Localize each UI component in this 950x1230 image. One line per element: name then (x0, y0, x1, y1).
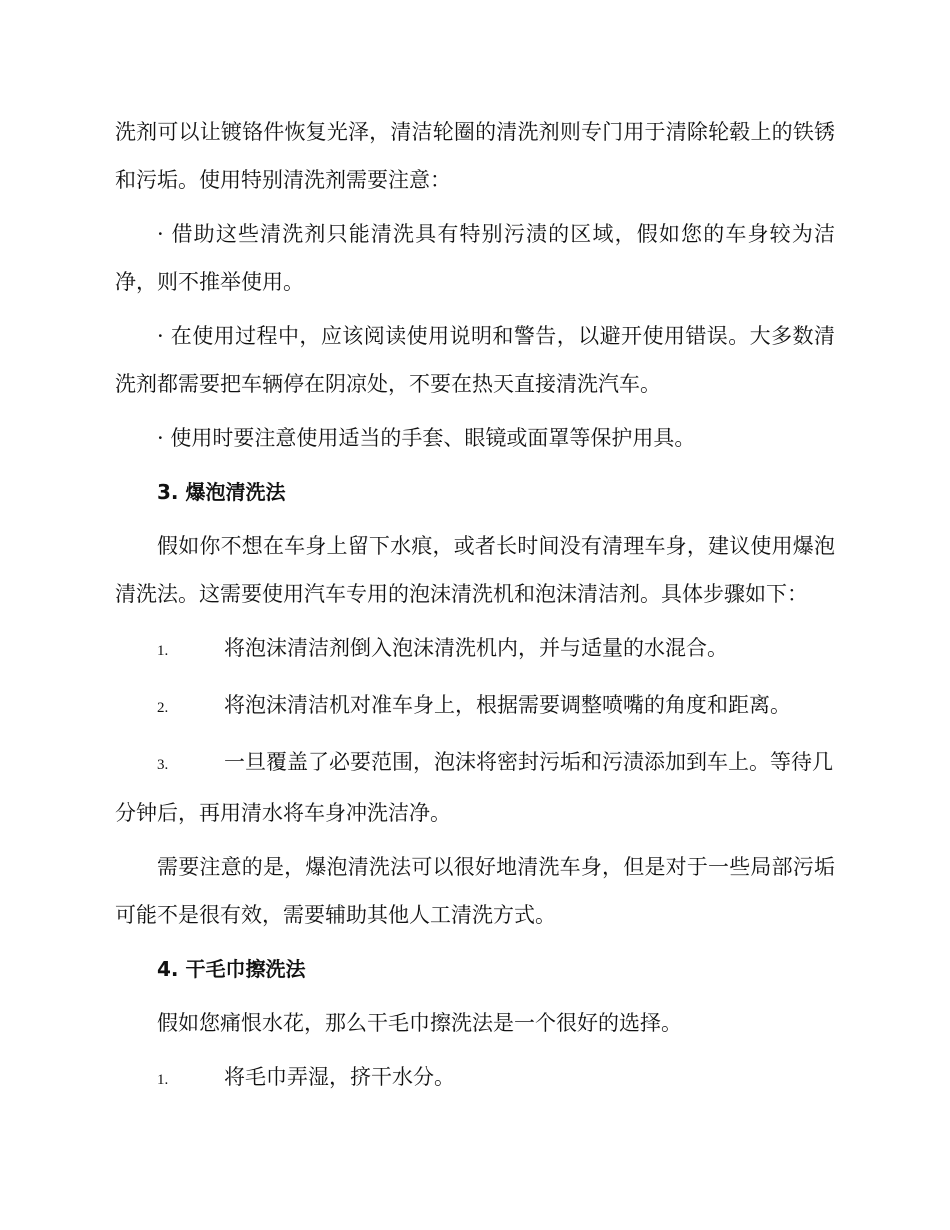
numbered-step (115, 738, 835, 837)
step-text: 将泡沫清洁剂倒入泡沫清洗机内，并与适量的水混合。 (224, 636, 728, 660)
step-text: 将泡沫清洁机对准车身上，根据需要调整喷嘴的角度和距离。 (224, 693, 791, 717)
numbered-step (115, 681, 835, 732)
paragraph: 假如你不想在车身上留下水痕，或者长时间没有清理车身，建议使用爆泡清洗法。这需要使用汽车专用的泡沫清洗机和泡沫清洁剂。具体步骤如下： (115, 534, 835, 606)
step-number: 2. (157, 700, 169, 716)
step-number: 1. (157, 643, 169, 659)
section-heading: 4. 干毛巾擦洗法 (157, 957, 306, 981)
document-body (115, 108, 835, 1110)
step-number: 1. (157, 1072, 169, 1088)
numbered-step (115, 624, 835, 675)
paragraph: 洗剂可以让镀铬件恢复光泽，清洁轮圈的清洗剂则专门用于清除轮毂上的铁锈和污垢。使用特别清洗剂需要注意： (115, 120, 835, 192)
numbered-step (115, 1053, 835, 1104)
bullet-paragraph: · 使用时要注意使用适当的手套、眼镜或面罩等保护用具。 (157, 426, 696, 450)
bullet-paragraph: · 在使用过程中，应该阅读使用说明和警告，以避开使用错误。大多数清洗剂都需要把车辆停在阴凉处，不要在热天直接清洗汽车。 (115, 324, 835, 396)
bullet-paragraph: · 借助这些清洗剂只能清洗具有特别污渍的区域，假如您的车身较为洁净，则不推举使用。 (115, 222, 835, 294)
step-number: 3. (157, 757, 169, 773)
step-text: 一旦覆盖了必要范围，泡沫将密封污垢和污渍添加到车上。等待几分钟后，再用清水将车身冲洗洁净。 (115, 750, 833, 825)
paragraph: 需要注意的是，爆泡清洗法可以很好地清洗车身，但是对于一些局部污垢可能不是很有效，需要辅助其他人工清洗方式。 (115, 855, 835, 927)
step-text: 将毛巾弄湿，挤干水分。 (224, 1065, 455, 1089)
paragraph: 假如您痛恨水花，那么干毛巾擦洗法是一个很好的选择。 (157, 1011, 682, 1035)
section-heading: 3. 爆泡清洗法 (157, 480, 286, 504)
